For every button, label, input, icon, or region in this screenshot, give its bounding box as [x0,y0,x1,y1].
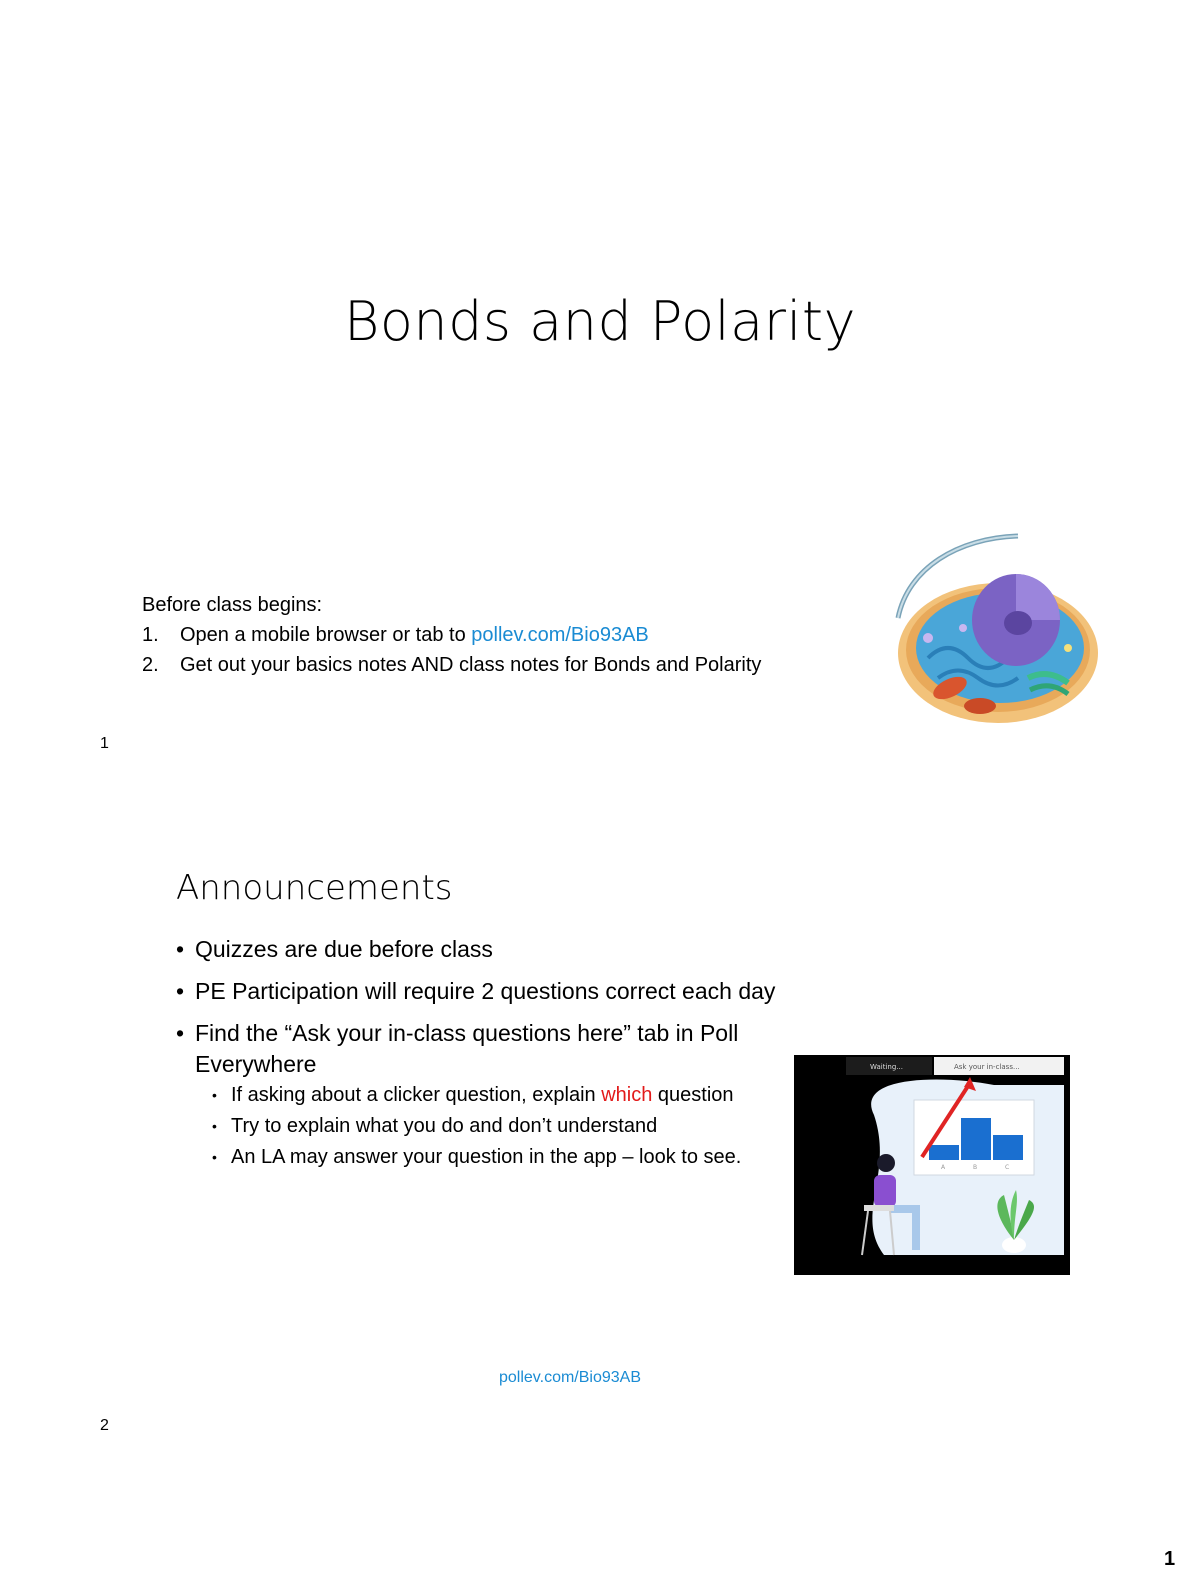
bar-a [929,1145,959,1160]
step-item [142,620,761,650]
bullet-item [176,1018,786,1080]
bullet-icon: • [176,936,185,962]
bar-label-c: C [1005,1164,1010,1171]
footer-pollev-link[interactable]: pollev.com/Bio93AB [499,1369,641,1386]
sub-bullet-list [212,1082,786,1171]
slide-number: 2 [100,1417,109,1434]
sub-bullet-item [212,1144,786,1171]
poll-everywhere-illustration [794,1055,1070,1275]
step-item [142,650,761,680]
slide-number: 1 [100,735,109,752]
sub-bullet-item [212,1113,786,1140]
bullet-item [176,976,786,1007]
bullet-icon: • [212,1118,217,1134]
bullet-icon: • [176,1020,185,1046]
sub-bullet-text: An LA may answer your question in the app – look to see. [231,1146,742,1168]
bullet-item [176,934,786,965]
page-number: 1 [1164,1548,1176,1570]
before-class-block [142,590,761,680]
highlight-word: which [601,1084,653,1106]
bar-b [961,1118,991,1160]
sub-bullet-text-before: If asking about a clicker question, explain [231,1084,602,1106]
waiting-tab-label: Waiting... [870,1063,903,1071]
bar-label-a: A [941,1164,946,1171]
bullet-text: Find the “Ask your in-class questions here” tab in Poll Everywhere [195,1020,739,1077]
bullet-text: Quizzes are due before class [195,936,493,962]
step-number: 2. [142,654,159,676]
bullet-icon: • [212,1149,217,1165]
bullet-icon: • [176,978,185,1004]
slide-title: Bonds and Polarity [343,290,857,353]
pollev-link[interactable]: pollev.com/Bio93AB [471,624,649,646]
sub-bullet-item [212,1082,786,1109]
bar-c [993,1135,1023,1160]
ask-tab-label: Ask your in-class... [954,1063,1020,1071]
announcements-heading: Announcements [176,868,453,908]
sub-bullet-text-after: question [652,1084,734,1106]
bullet-icon: • [212,1087,217,1103]
bullet-text: PE Participation will require 2 questions correct each day [195,978,776,1004]
sub-bullet-text: Try to explain what you do and don’t understand [231,1115,658,1137]
announcements-list [176,934,786,1175]
step-text-body: Open a mobile browser or tab to [180,624,472,646]
animal-cell-illustration [868,528,1100,728]
step-text [180,620,649,650]
step-number: 1. [142,624,159,646]
bar-label-b: B [973,1164,978,1171]
before-class-heading: Before class begins: [142,594,323,616]
step-text: Get out your basics notes AND class notes for Bonds and Polarity [180,654,762,676]
sub-bullet-text [231,1082,734,1109]
